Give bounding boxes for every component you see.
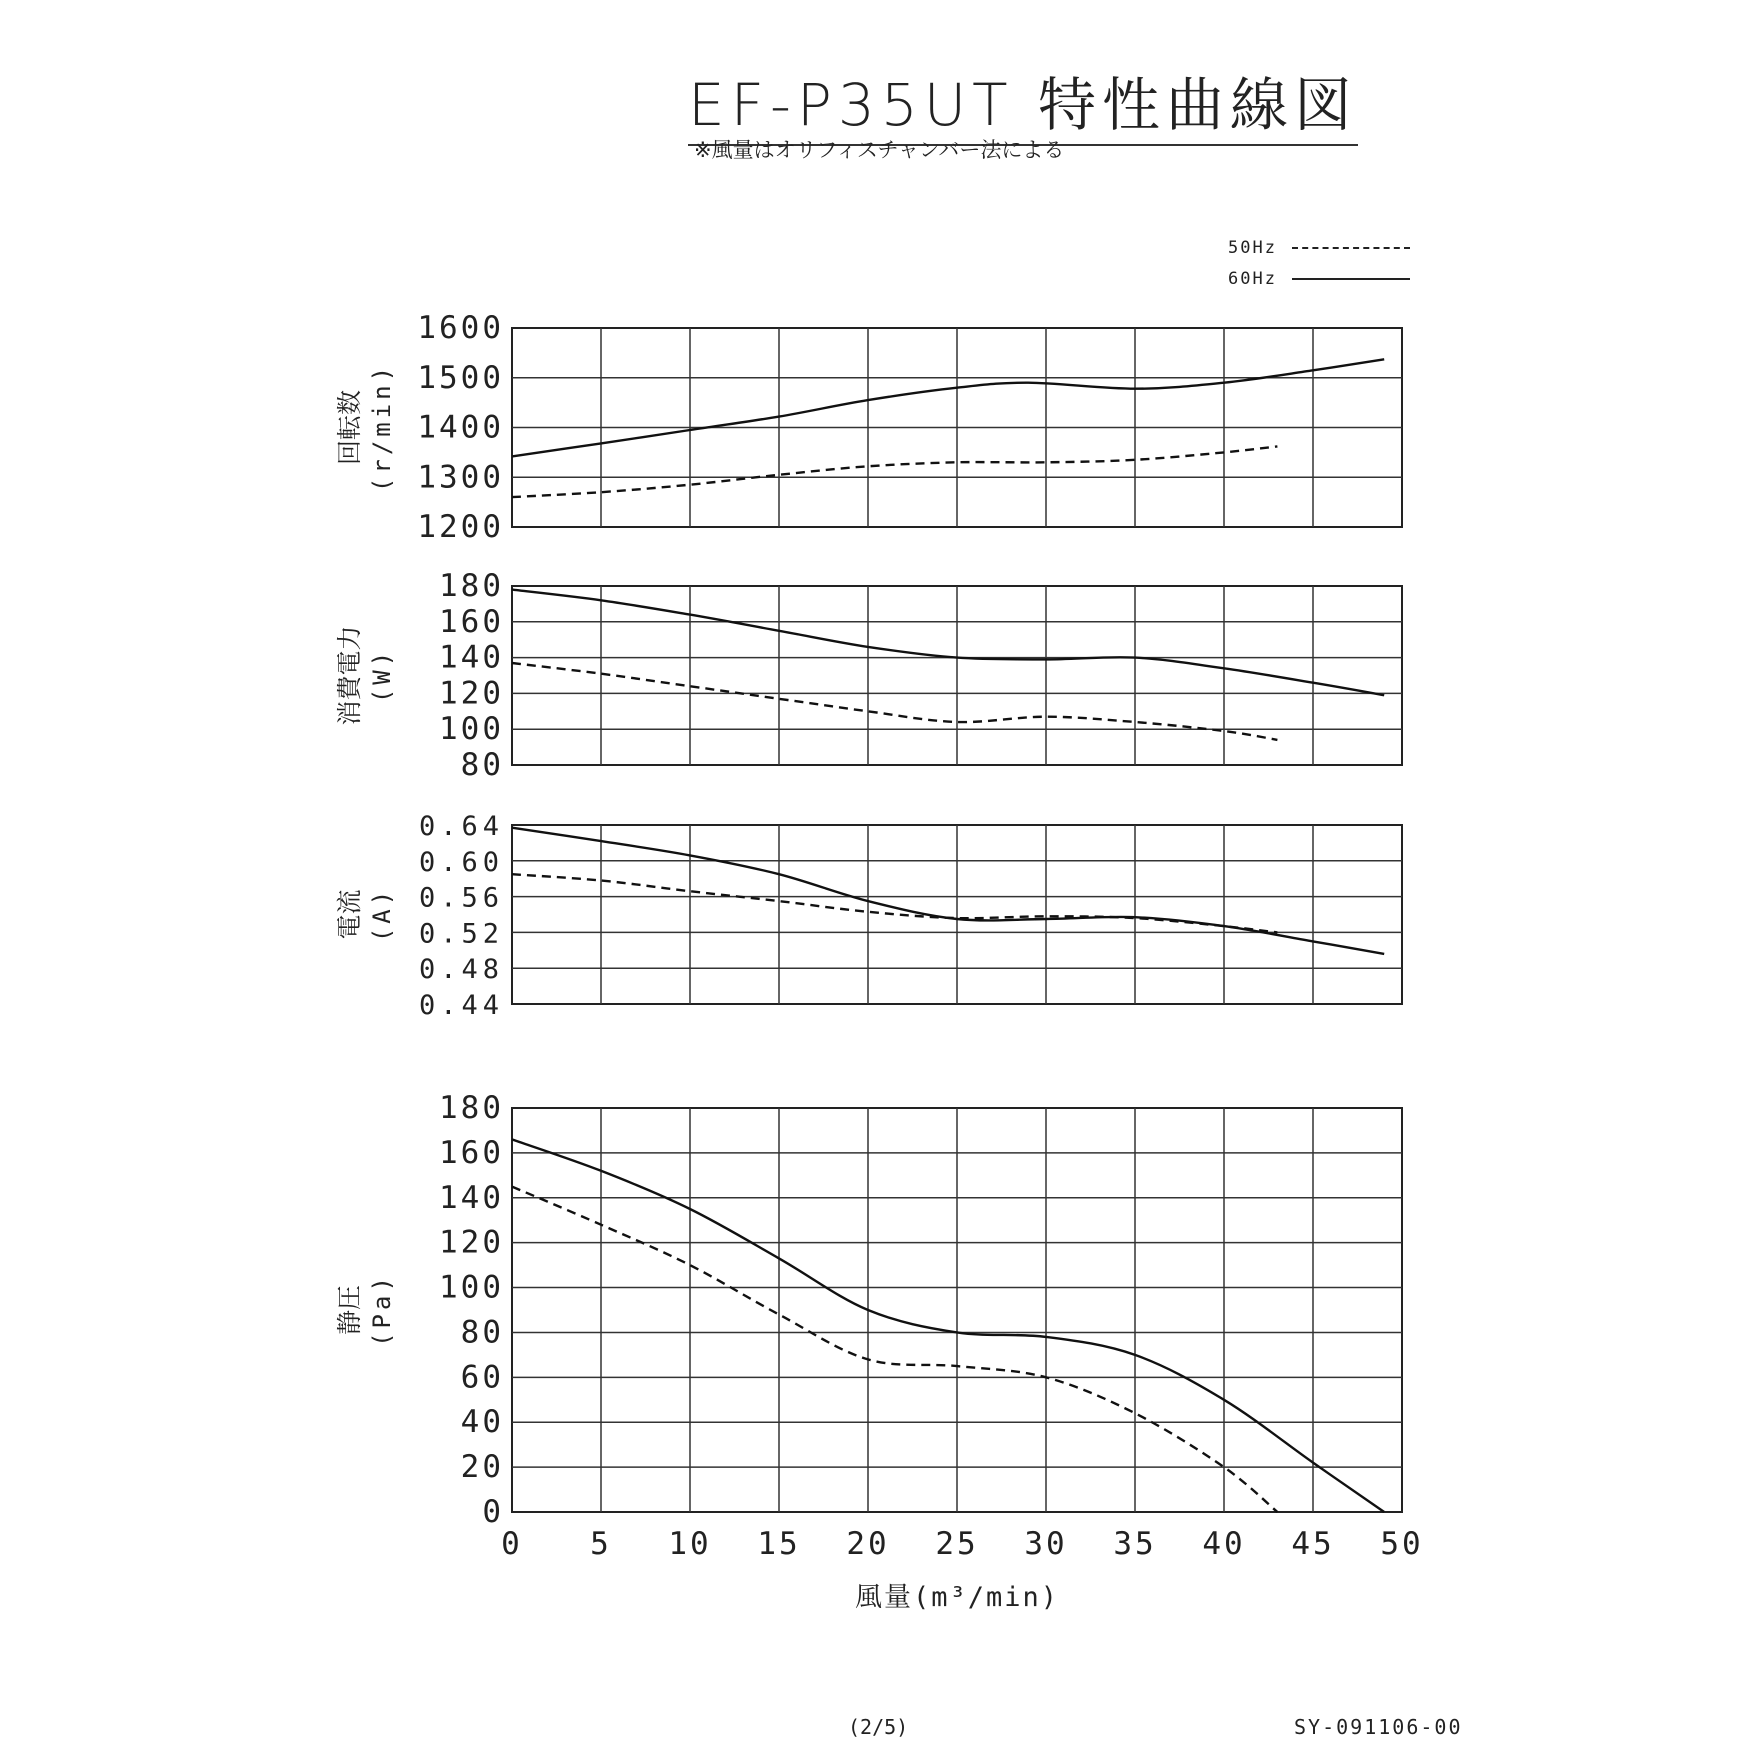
series-line-50hz [512, 1187, 1277, 1512]
x-tick-label: 15 [757, 1526, 801, 1562]
y-axis-unit: (Pa) [368, 1273, 396, 1347]
y-tick-label: 120 [439, 1224, 504, 1261]
y-tick-label: 0.52 [418, 918, 504, 950]
x-tick-label: 40 [1202, 1526, 1246, 1562]
y-tick-label: 1300 [417, 459, 504, 496]
series-line-60hz [512, 359, 1384, 456]
series-line-50hz [512, 874, 1277, 932]
y-tick-label: 0.44 [418, 990, 504, 1021]
y-tick-label: 0.48 [418, 954, 504, 986]
y-tick-label: 80 [460, 1314, 504, 1351]
x-tick-label: 30 [1024, 1526, 1068, 1562]
y-axis-unit: (W) [368, 647, 396, 704]
y-axis-label: 消費電力 [335, 625, 364, 726]
y-tick-label: 40 [460, 1404, 504, 1441]
y-axis-label: 回転数 [335, 389, 364, 466]
x-tick-label: 25 [935, 1526, 979, 1562]
y-tick-label: 100 [439, 711, 504, 748]
y-tick-label: 100 [439, 1269, 504, 1306]
legend-label: 50Hz [1228, 237, 1277, 258]
series-line-60hz [512, 590, 1384, 696]
x-tick-label: 20 [846, 1526, 890, 1562]
series-line-50hz [512, 446, 1277, 497]
x-axis-label: 風量(m³/min) [854, 1582, 1060, 1613]
chart-subtitle: ※風量はオリフィスチャンバー法による [694, 138, 1065, 162]
y-tick-label: 140 [439, 1179, 504, 1216]
series-line-60hz [512, 828, 1384, 954]
series-line-50hz [512, 663, 1277, 740]
y-tick-label: 180 [439, 568, 504, 604]
y-axis-label: 静圧 [335, 1284, 364, 1336]
y-tick-label: 160 [439, 603, 504, 640]
y-tick-label: 180 [439, 1090, 504, 1126]
y-tick-label: 0.64 [418, 811, 504, 842]
y-axis-label: 電流 [335, 889, 364, 940]
x-tick-label: 50 [1380, 1526, 1424, 1562]
y-tick-label: 0 [482, 1494, 504, 1530]
x-tick-label: 45 [1291, 1526, 1335, 1562]
y-tick-label: 1600 [417, 310, 504, 346]
legend-label: 60Hz [1228, 268, 1277, 289]
y-tick-label: 80 [460, 747, 504, 783]
x-tick-label: 35 [1113, 1526, 1157, 1562]
y-tick-label: 0.60 [418, 846, 504, 878]
y-tick-label: 140 [439, 639, 504, 676]
series-line-60hz [512, 1139, 1384, 1512]
y-tick-label: 1500 [417, 359, 504, 396]
y-tick-label: 1200 [417, 509, 504, 545]
document-code: SY-091106-00 [1294, 1715, 1463, 1739]
x-tick-label: 5 [590, 1526, 612, 1562]
y-tick-label: 20 [460, 1449, 504, 1486]
y-axis-unit: (A) [368, 886, 396, 943]
y-tick-label: 60 [460, 1359, 504, 1396]
y-tick-label: 160 [439, 1134, 504, 1171]
x-tick-label: 10 [668, 1526, 712, 1562]
y-tick-label: 0.56 [418, 882, 504, 914]
y-tick-label: 1400 [417, 409, 504, 446]
chart-title: EF-P35UT 特性曲線図 [688, 58, 1358, 146]
y-axis-unit: (r/min) [368, 362, 396, 493]
page-number: (2/5) [848, 1715, 909, 1739]
y-tick-label: 120 [439, 675, 504, 712]
x-tick-label: 0 [501, 1526, 523, 1562]
